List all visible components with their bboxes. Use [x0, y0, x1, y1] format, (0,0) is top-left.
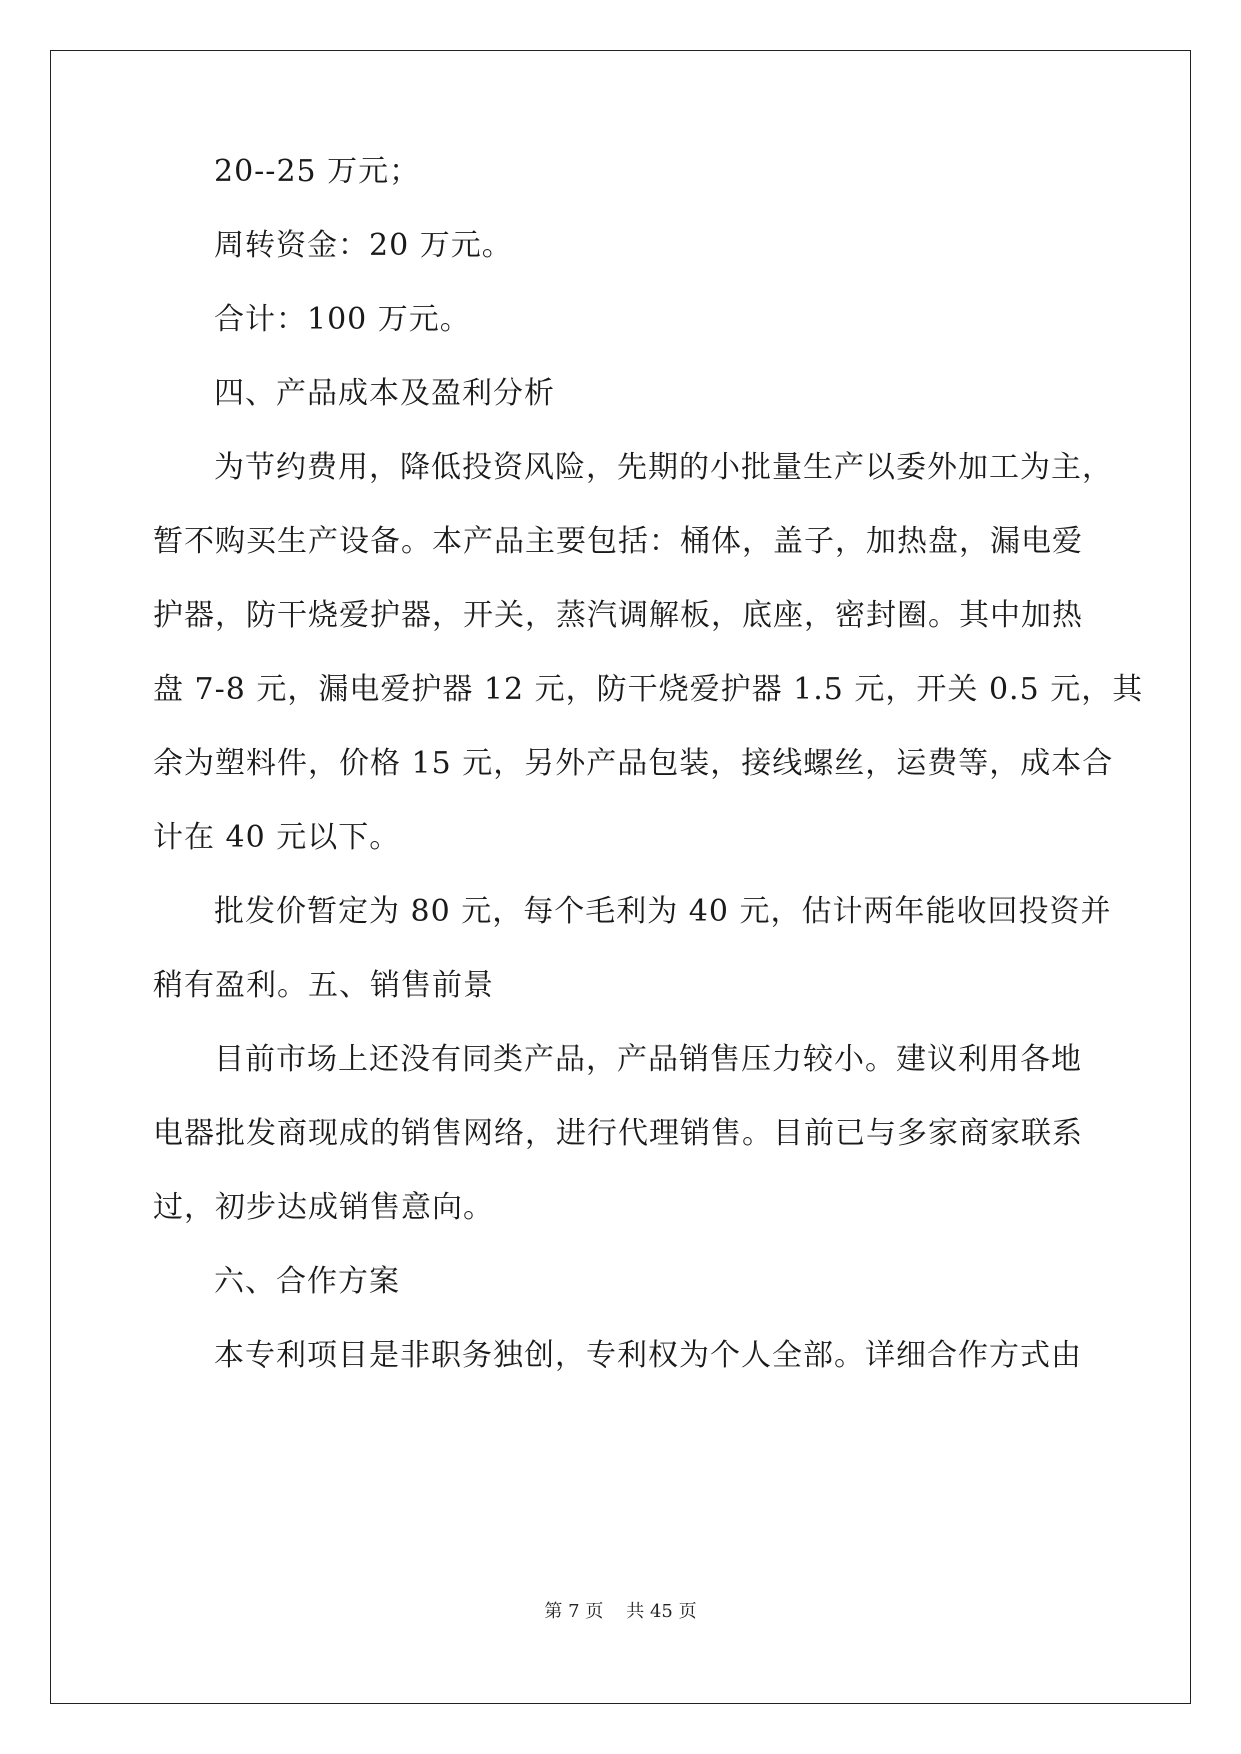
- text-line: 护器，防干烧爱护器，开关，蒸汽调解板，底座，密封圈。其中加热: [153, 598, 1083, 633]
- text-line: 过，初步达成销售意向。: [153, 1190, 494, 1225]
- section-heading: 四、产品成本及盈利分析: [214, 376, 555, 411]
- page-border: [50, 50, 1191, 1704]
- text-line: 20--25 万元；: [214, 154, 421, 189]
- text-line: 本专利项目是非职务独创，专利权为个人全部。详细合作方式由: [214, 1338, 1082, 1373]
- page-number: 第 7 页: [544, 1601, 604, 1622]
- text-line: 计在 40 元以下。: [153, 820, 401, 855]
- page-total: 共 45 页: [626, 1601, 697, 1622]
- text-line: 盘 7-8 元，漏电爱护器 12 元，防干烧爱护器 1.5 元，开关 0.5 元，其: [153, 672, 1144, 707]
- text-line: 目前市场上还没有同类产品，产品销售压力较小。建议利用各地: [214, 1042, 1082, 1077]
- section-heading: 六、合作方案: [214, 1264, 400, 1299]
- text-line: 批发价暂定为 80 元，每个毛利为 40 元，估计两年能收回投资并: [214, 894, 1112, 929]
- page-footer: [0, 1600, 1241, 1624]
- text-line: 稍有盈利。五、销售前景: [153, 968, 494, 1003]
- text-line: 合计：100 万元。: [214, 302, 471, 337]
- text-line: 暂不购买生产设备。本产品主要包括：桶体，盖子，加热盘，漏电爱: [153, 524, 1083, 559]
- footer-spacer: [603, 1601, 626, 1622]
- text-line: 电器批发商现成的销售网络，进行代理销售。目前已与多家商家联系: [153, 1116, 1083, 1151]
- text-line: 余为塑料件，价格 15 元，另外产品包装，接线螺丝，运费等，成本合: [153, 746, 1114, 781]
- text-line: 为节约费用，降低投资风险，先期的小批量生产以委外加工为主，: [214, 450, 1113, 485]
- text-line: 周转资金：20 万元。: [214, 228, 513, 263]
